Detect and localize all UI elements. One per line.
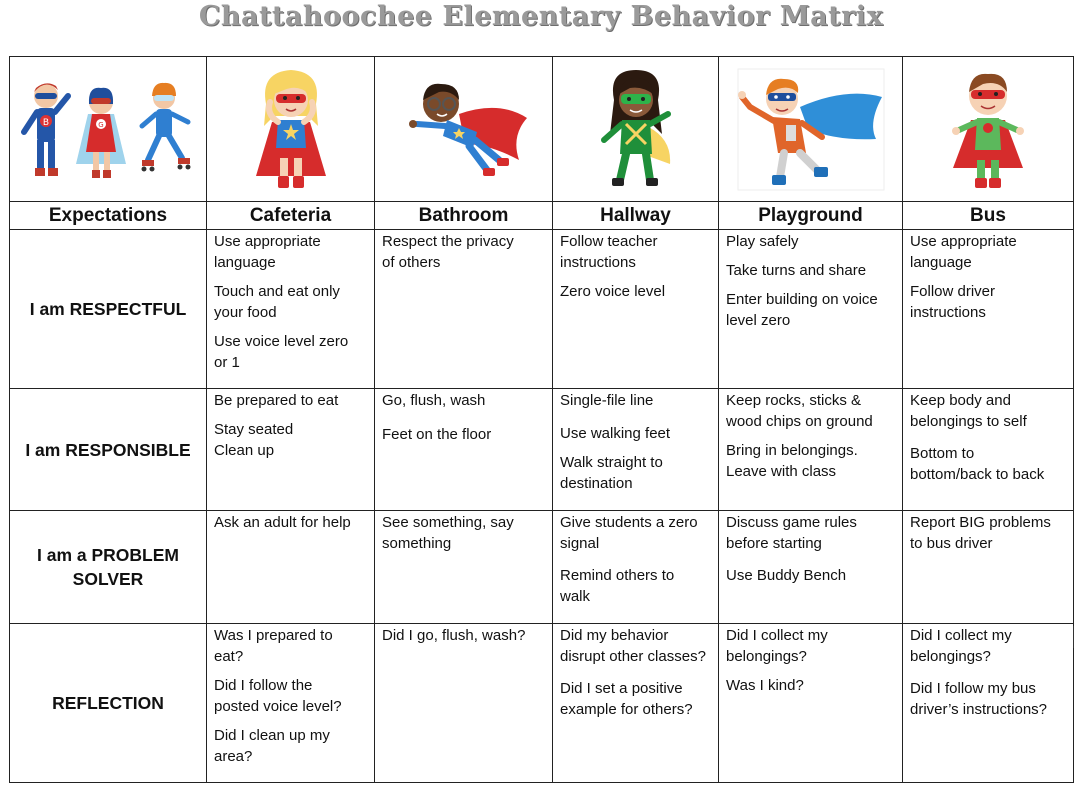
cell-responsible-playground [719,389,903,511]
rule-text: Use voice level zero or 1 [214,333,349,371]
cell-reflection-cafeteria [207,624,375,783]
header-bus: Bus [903,202,1074,230]
rule-text: Single-file line [560,392,654,409]
cell-responsible-bus [903,389,1074,511]
rule-text: Use appropriate language [910,233,1017,271]
rule-text: Walk straight to destination [560,454,663,492]
cursor-mark [1073,626,1074,648]
rule-text: Play safely [726,233,799,250]
cell-respectful-bathroom [375,230,553,389]
row-label-problem-solver: I am a PROBLEM SOLVER [10,511,207,624]
rule-text: Bottom to bottom/back to back [910,445,1045,483]
illustration-cell-bus [903,57,1074,202]
rule-text: Did I follow the posted voice level? [214,677,342,715]
rule-text: Ask an adult for help [214,514,351,531]
cell-responsible-cafeteria [207,389,375,511]
rule-text: Did I collect my belongings? [910,627,1012,665]
rule-text: Be prepared to eat [214,392,339,409]
rule-text: Remind others to walk [560,567,675,605]
rule-text: Did my behavior disrupt other classes? [560,627,706,665]
rule-text: Did I clean up my area? [214,727,330,765]
cell-problem-solver-cafeteria [207,511,375,624]
green-superhero-girl-illustration [586,64,686,194]
rule-text: Follow driver instructions [910,283,996,321]
rule-text: Report BIG problems to bus driver [910,514,1051,552]
illustration-cell-hallway [553,57,719,202]
cell-respectful-hallway [553,230,719,389]
header-bathroom: Bathroom [375,202,553,230]
rule-text: Follow teacher instructions [560,233,658,271]
cell-reflection-bathroom [375,624,553,783]
cell-respectful-cafeteria [207,230,375,389]
page-title: Chattahoochee Elementary Behavior Matrix [198,1,884,32]
flying-superhero-boy-illustration [399,74,529,184]
illustration-cell-expectations [10,57,207,202]
cell-responsible-hallway [553,389,719,511]
header-row [10,202,1074,230]
row-problem-solver [10,511,1074,624]
rule-text: Did I collect my belongings? [726,627,828,665]
rule-text: Feet on the floor [382,426,492,443]
rule-text: Use walking feet [560,425,671,442]
rule-text: Use Buddy Bench [726,567,847,584]
rule-text: Stay seated Clean up [214,421,294,459]
rule-text: Take turns and share [726,262,867,279]
illustration-cell-cafeteria [207,57,375,202]
cell-respectful-bus [903,230,1074,389]
row-label-reflection: REFLECTION [10,624,207,783]
cell-respectful-playground [719,230,903,389]
header-expectations: Expectations [10,202,207,230]
row-label-respectful: I am RESPECTFUL [10,230,207,389]
rule-text: See something, say something [382,514,514,552]
superhero-trio-illustration [16,74,201,184]
cell-reflection-bus [903,624,1074,783]
cell-responsible-bathroom [375,389,553,511]
behavior-matrix-table [9,56,1074,783]
pointing-superhero-boy-illustration [736,67,886,192]
rule-text: Did I go, flush, wash? [382,627,526,644]
rule-text: Touch and eat only your food [214,283,340,321]
blonde-superhero-girl-illustration [246,64,336,194]
svg-text:B: B [42,118,49,128]
rule-text: Zero voice level [560,283,666,300]
row-label-responsible: I am RESPONSIBLE [10,389,207,511]
rule-text: Respect the privacy of others [382,233,514,271]
rule-text: Use appropriate language [214,233,321,271]
rule-text: Did I follow my bus driver’s instructions? [910,680,1047,718]
cell-problem-solver-bus [903,511,1074,624]
rule-text: Go, flush, wash [382,392,486,409]
header-playground: Playground [719,202,903,230]
cell-problem-solver-playground [719,511,903,624]
rule-text: Keep body and belongings to self [910,392,1027,430]
rule-text: Bring in belongings. Leave with class [726,442,858,480]
header-cafeteria: Cafeteria [207,202,375,230]
cell-reflection-playground [719,624,903,783]
rule-text: Was I kind? [726,677,804,694]
svg-text:G: G [97,121,104,129]
illustration-row [10,57,1074,202]
row-responsible [10,389,1074,511]
illustration-cell-bathroom [375,57,553,202]
row-reflection [10,624,1074,783]
rule-text: Keep rocks, sticks & wood chips on ground [726,392,873,430]
rule-text: Give students a zero signal [560,514,698,552]
illustration-cell-playground [719,57,903,202]
cell-problem-solver-bathroom [375,511,553,624]
header-hallway: Hallway [553,202,719,230]
row-respectful [10,230,1074,389]
red-masked-superhero-boy-illustration [943,64,1033,194]
rule-text: Enter building on voice level zero [726,291,878,329]
cell-reflection-hallway [553,624,719,783]
rule-text: Was I prepared to eat? [214,627,333,665]
rule-text: Discuss game rules before starting [726,514,857,552]
rule-text: Did I set a positive example for others? [560,680,693,718]
cell-problem-solver-hallway [553,511,719,624]
